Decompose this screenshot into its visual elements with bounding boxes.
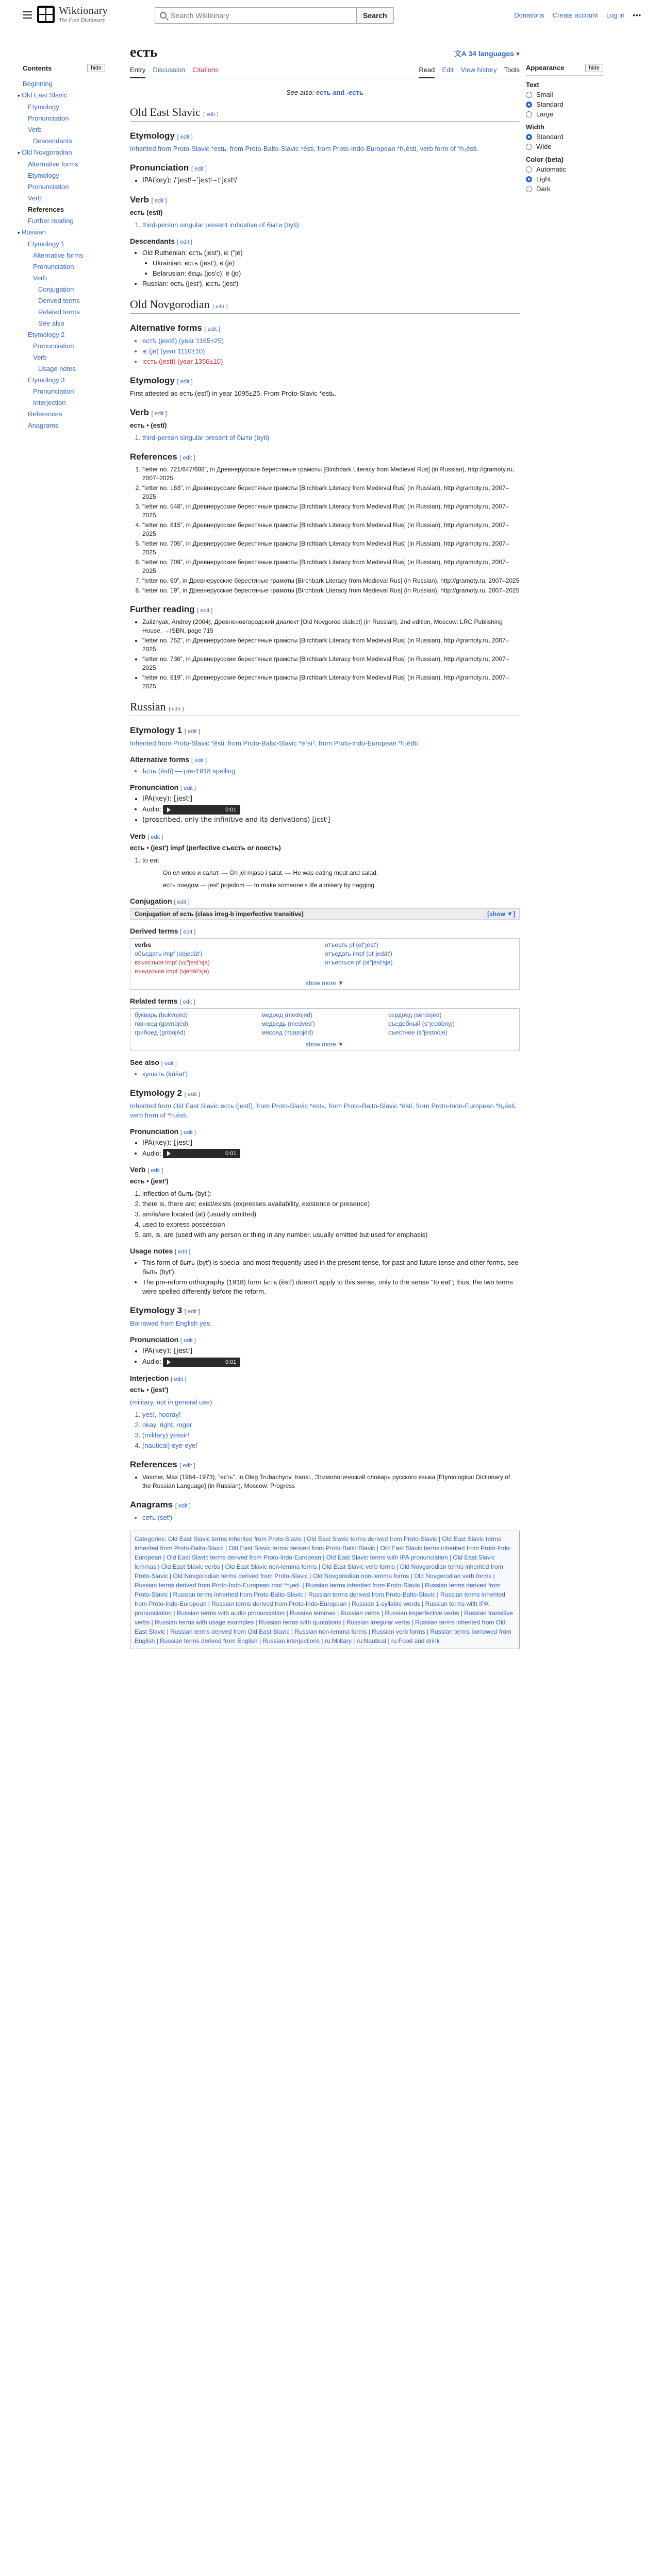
toc-hide-button[interactable]: hide bbox=[87, 64, 105, 72]
toc-item-active[interactable]: References bbox=[28, 206, 64, 213]
further-reading-item: • “letter no. 819”, in Древнерусские берестяные грамоты [Birchbark Literacy from Medieval Rus] (in Russian), http://gramoty.ru, 2007–2025 bbox=[142, 673, 520, 691]
audio-player[interactable]: 0:01 bbox=[163, 1358, 240, 1367]
color-label: Color (beta) bbox=[526, 156, 564, 163]
show-more-button[interactable]: show more ▼ bbox=[306, 1040, 344, 1048]
tab-entry[interactable]: Entry bbox=[130, 66, 145, 78]
search-icon bbox=[160, 12, 167, 19]
toc-item[interactable]: Pronunciation bbox=[33, 263, 74, 270]
text-size-label: Text bbox=[526, 81, 539, 89]
user-links bbox=[514, 11, 641, 19]
headword: есть • (jestʹ) impf (perfective съесть or поесть) bbox=[130, 843, 281, 852]
section-etymology: Etymology [ edit ] bbox=[130, 376, 193, 385]
section-old-novgorodian: Old Novgorodian [ edit ] bbox=[130, 298, 520, 314]
toc-item[interactable]: Interjection bbox=[33, 399, 66, 406]
toc-item[interactable]: ▾ Old East Slavic bbox=[18, 91, 68, 99]
main-content bbox=[130, 44, 520, 1649]
toc-item[interactable]: Verb bbox=[28, 126, 42, 133]
color-light-radio[interactable]: Light bbox=[526, 175, 603, 183]
reference-item: 1. “letter no. 721/647/688”, in Древнерусские берестяные грамоты [Birchbark Literacy from Medieval Rus] (in Russian), http://gramoty.ru, 2007–2025 bbox=[142, 465, 520, 483]
toc-item[interactable]: Verb bbox=[28, 194, 42, 202]
text-standard-radio[interactable]: Standard bbox=[526, 100, 603, 108]
usage-note: • This form of быть (bytʹ) is special and most frequently used in the present tense, for past and future tense and other forms, see быть (bytʹ). bbox=[142, 1258, 520, 1277]
alt-form: • ѥсть (jestĭ) (year 1350±10) bbox=[142, 357, 520, 366]
section-anagrams: Anagrams [ edit ] bbox=[130, 1499, 191, 1510]
reference-item: 4. “letter no. 815”, in Древнерусские берестяные грамоты [Birchbark Literacy from Medieval Rus] (in Russian), http://gramoty.ru, 2007–2025 bbox=[142, 521, 520, 538]
search-button[interactable]: Search bbox=[357, 7, 394, 24]
appearance-hide-button[interactable]: hide bbox=[585, 64, 603, 72]
section-alternative-forms: Alternative forms [ edit ] bbox=[130, 755, 207, 764]
section-see-also: See also [ edit ] bbox=[130, 1058, 177, 1066]
definition: 4. used to express possession bbox=[142, 1220, 520, 1229]
related-terms-box: букварь (bukvojéd) говноед (govnojéd) грибоед (gribojéd) медоед (medojéd) медведь (medvédʹ) мясоед (mjasojéd) сердоед (serdojéd) съедобный (sʺjedóbnyj) съестное (sʺjestnóje) show more ▼ bbox=[130, 1008, 520, 1051]
languages-button[interactable]: 文A 34 languages ▾ bbox=[454, 49, 520, 58]
search-input[interactable] bbox=[155, 7, 357, 24]
headword: есть (estĭ) bbox=[130, 209, 163, 216]
toc-item[interactable]: See also bbox=[38, 319, 64, 327]
section-related-terms: Related terms [ edit ] bbox=[130, 996, 195, 1005]
descendant: • Belarusian: ёсць (josʹc), ё (jo) bbox=[153, 269, 520, 278]
tab-history[interactable]: View history bbox=[460, 66, 497, 74]
toc-item[interactable]: Derived terms bbox=[38, 297, 80, 304]
audio-player[interactable]: 0:01 bbox=[163, 805, 240, 815]
text-small-radio[interactable]: Small bbox=[526, 91, 603, 98]
section-further-reading: Further reading [ edit ] bbox=[130, 604, 213, 614]
width-label: Width bbox=[526, 123, 544, 131]
reference-item: 2. “letter no. 163”, in Древнерусские берестяные грамоты [Birchbark Literacy from Medieval Rus] (in Russian), http://gramoty.ru, 2007–2025 bbox=[142, 484, 520, 501]
derived-terms-box: verbs объедать impf (objedátʹ) взъесться impf (vzʺjestʹsja) въедаться impf (vjedátʹsja) отъесть pf (otʺjéstʹ) отъедать impf (otʺjedátʹ) отъесться pf (otʺjéstʹsja) show more ▼ bbox=[130, 938, 520, 990]
toc-item[interactable]: Beginning bbox=[23, 80, 53, 88]
definition: 2. okay, right, roger bbox=[142, 1420, 520, 1430]
ipa-line: • IPA(key): [jestʲ] bbox=[142, 1347, 520, 1356]
toc-item[interactable]: Pronunciation bbox=[33, 342, 74, 350]
reference-item: • Vasmer, Max (1964–1973), “есть”, in Oleg Trubachyov, transl., Этимологический словарь русского языка [Etymological Dictionary of the Russian Language] (in Russian), Moscow: Progress bbox=[142, 1473, 520, 1490]
section-etymology-2: Etymology 2 [ edit ] bbox=[130, 1088, 200, 1098]
see-also-item[interactable]: • кушать (kúšatʹ) bbox=[142, 1070, 520, 1079]
pron-note: • (proscribed, only the infinitive and its derivations) [jɛstʲ] bbox=[142, 816, 520, 825]
section-russian: Russian [ edit ] bbox=[130, 700, 520, 716]
reference-item: 6. “letter no. 709”, in Древнерусские берестяные грамоты [Birchbark Literacy from Medieval Rus] (in Russian), http://gramoty.ru, 2007–2025 bbox=[142, 558, 520, 575]
definition: 4. (nautical) eye-eye! bbox=[142, 1441, 520, 1450]
toc-item[interactable]: Etymology bbox=[28, 172, 59, 179]
toc-item[interactable]: Alternative forms bbox=[33, 251, 84, 259]
definition: 3. (military) yessir! bbox=[142, 1431, 520, 1440]
play-icon bbox=[167, 1151, 171, 1156]
toc-item[interactable]: Anagrams bbox=[28, 421, 59, 429]
color-dark-radio[interactable]: Dark bbox=[526, 185, 603, 193]
main-menu-icon[interactable] bbox=[23, 11, 32, 19]
section-references: References [ edit ] bbox=[130, 452, 195, 462]
etymology-text: Inherited from Old East Slavic есть (jestĭ), from Proto-Slavic *estь, from Proto-Balto-Slavic *ésti, from Proto-Indo-European *h₁ésti, verb form of *h₁ésti. bbox=[130, 1101, 517, 1119]
toc-title: Contents bbox=[23, 64, 52, 72]
ipa-line: • IPA(key): /ˈjestʲ~ˈjestʲ~ɪˈjɛstʲ/ bbox=[142, 176, 520, 185]
categories-box[interactable]: Categories: Old East Slavic terms inherited from Proto-Slavic | Old East Slavic terms derived from Proto-Slavic | Old East Slavic terms inherited from Proto-Balto-Slavic | Old East Slavic terms derived from Proto-Balto-Slavic | Old East Slavic terms inherited from Proto-Indo-European | Old East Slavic terms derived from Proto-Indo-European | Old East Slavic terms with IPA pronunciation | Old East Slavic lemmas | Old East Slavic verbs | Old East Slavic non-lemma forms | Old East Slavic verb forms | Old Novgorodian terms inherited from Proto-Slavic | Old Novgorodian terms derived from Proto-Slavic | Old Novgorodian non-lemma forms | Old Novgorodian verb forms | Russian terms derived from Proto-Indo-European root *h₁ed- | Russian terms inherited from Proto-Slavic | Russian terms derived from Proto-Slavic | Russian terms inherited from Proto-Balto-Slavic | Russian terms derived from Proto-Balto-Slavic | Russian terms inherited from Proto-Indo-European | Russian terms derived from Proto-Indo-European | Russian 1-syllable words | Russian terms with IPA pronunciation | Russian terms with audio pronunciation | Russian lemmas | Russian verbs | Russian imperfective verbs | Russian transitive verbs | Russian terms with usage examples | Russian terms with quotations | Russian irregular verbs | Russian terms inherited from Old East Slavic | Russian terms derived from Old East Slavic | Russian non-lemma forms | Russian verb forms | Russian terms borrowed from English | Russian terms derived from English | Russian interjections | ru:Military | ru:Nautical | ru:Food and drink bbox=[130, 1531, 520, 1649]
toc-item[interactable]: Verb bbox=[33, 274, 47, 282]
further-reading-item: • “letter no. 752”, in Древнерусские берестяные грамоты [Birchbark Literacy from Medieval Rus] (in Russian), http://gramoty.ru, 2007–2025 bbox=[142, 636, 520, 654]
descendant: • Russian: есть (jestʹ), ѥсть (jestʹ) bbox=[142, 279, 520, 289]
tab-citations[interactable]: Citations bbox=[192, 66, 219, 74]
play-icon bbox=[167, 1360, 171, 1365]
audio-player[interactable]: 0:01 bbox=[163, 1149, 240, 1158]
descendant: • Old Ruthenian: єсть (jestʹ), ѥ (ʺje) bbox=[142, 248, 520, 258]
alt-form: • естѣ (jestě) (year 1165±25) bbox=[142, 336, 520, 346]
etymology-text: Borrowed from English yes. bbox=[130, 1319, 212, 1328]
definition: 1. to eat Он ел мясо и салат. — On jel mjaso i salat. — He was eating meat and salad. есть поедом — jestʹ pojedom — to make someone's life a misery by nagging bbox=[142, 856, 520, 890]
audio-line: • Audio: 0:01 bbox=[142, 1149, 520, 1159]
tab-edit[interactable]: Edit bbox=[442, 66, 454, 74]
usage-example: Он ел мясо и салат. — On jel mjaso i salat. — He was eating meat and salad. bbox=[163, 869, 378, 876]
toc-item[interactable]: Verb bbox=[33, 353, 47, 361]
toc-item[interactable]: Etymology 2 bbox=[28, 331, 65, 338]
toc-item[interactable]: ▾ Old Novgorodian bbox=[18, 148, 72, 156]
alt-form: • ѣсть (ěstĭ) — pre-1918 spelling bbox=[142, 767, 520, 776]
audio-line: • Audio: 0:01 bbox=[142, 805, 520, 815]
etymology-text: First attested as есть (estĭ) in year 1095±25. From Proto-Slavic *estь. bbox=[130, 389, 337, 397]
section-derived-terms: Derived terms [ edit ] bbox=[130, 926, 196, 935]
reference-item: 8. “letter no. 19”, in Древнерусские берестяные грамоты [Birchbark Literacy from Medieval Rus] (in Russian), http://gramoty.ru, 2007–2025 bbox=[142, 586, 520, 595]
toc-item[interactable]: Conjugation bbox=[38, 285, 74, 293]
toc-item[interactable]: Pronunciation bbox=[28, 114, 69, 122]
toc-item[interactable]: Descendants bbox=[33, 137, 72, 145]
page-title: есть bbox=[130, 44, 158, 60]
toc-item[interactable]: Pronunciation bbox=[33, 387, 74, 395]
section-pronunciation: Pronunciation [ edit ] bbox=[130, 163, 207, 173]
section-verb: Verb [ edit ] bbox=[130, 1165, 163, 1174]
search-placeholder: Search Wiktionary bbox=[171, 11, 229, 20]
section-old-east-slavic: Old East Slavic [ edit ] bbox=[130, 106, 520, 122]
usage-note: • The pre-reform orthography (1918) form ѣсть (ěstĭ) doesn't apply to this sense, only to the sense "to eat"; thus, the two terms were spelled differently before the reform. bbox=[142, 1278, 520, 1296]
site-logo[interactable] bbox=[37, 5, 108, 23]
logo-title: Wiktionary bbox=[59, 5, 108, 16]
donations-link[interactable]: Donations bbox=[514, 11, 544, 19]
etymology-text: Inherited from Proto-Slavic *estь, from Proto-Balto-Slavic *ésti, from Proto-Indo-European *h₁ésti, verb form of *h₁ésti. bbox=[130, 145, 478, 152]
conjugation-table-toggle[interactable]: Conjugation of есть (class irreg-b imperfective transitive) [show ▼] bbox=[130, 908, 520, 920]
definition: 5. am, is, are (used with any person or thing in any number, usually omitted but used for emphasis) bbox=[142, 1230, 520, 1240]
section-etymology: Etymology [ edit ] bbox=[130, 131, 193, 141]
section-interjection: Interjection [ edit ] bbox=[130, 1374, 187, 1382]
page-tabs bbox=[130, 66, 520, 78]
tab-discussion[interactable]: Discussion bbox=[153, 66, 186, 74]
toc-item[interactable]: Alternative forms bbox=[28, 160, 78, 168]
audio-line: • Audio: 0:01 bbox=[142, 1357, 520, 1367]
etymology-text: Inherited from Proto-Slavic *ěsti, from Proto-Balto-Slavic *ēˀsīˀ, from Proto-Indo-European *h₁édti. bbox=[130, 739, 420, 747]
tools-menu[interactable]: Tools bbox=[504, 66, 520, 74]
appearance-title: Appearance bbox=[526, 64, 565, 72]
reference-item: 3. “letter no. 548”, in Древнерусские берестяные грамоты [Birchbark Literacy from Medieval Rus] (in Russian), http://gramoty.ru, 2007–2025 bbox=[142, 502, 520, 520]
section-etymology-3: Etymology 3 [ edit ] bbox=[130, 1306, 200, 1316]
section-etymology-1: Etymology 1 [ edit ] bbox=[130, 725, 200, 735]
definition: 2. there is, there are; exist/exists (expresses availability, existence or presence) bbox=[142, 1199, 520, 1209]
toc-item[interactable]: Etymology 3 bbox=[28, 376, 65, 384]
toc-item[interactable]: Etymology 1 bbox=[28, 240, 65, 248]
log-in-link[interactable]: Log in bbox=[606, 11, 625, 19]
further-reading-item: • “letter no. 736”, in Древнерусские берестяные грамоты [Birchbark Literacy from Medieval Rus] (in Russian), http://gramoty.ru, 2007–2025 bbox=[142, 655, 520, 672]
section-descendants: Descendants [ edit ] bbox=[130, 237, 193, 245]
section-usage-notes: Usage notes [ edit ] bbox=[130, 1247, 191, 1256]
descendant: • Ukrainian: єсть (jestʹ), є (je) bbox=[153, 259, 520, 268]
headword: есть • (jestʹ) bbox=[130, 1177, 169, 1185]
section-conjugation: Conjugation [ edit ] bbox=[130, 896, 190, 905]
section-verb: Verb [ edit ] bbox=[130, 832, 163, 840]
toc-item[interactable]: Pronunciation bbox=[28, 183, 69, 191]
further-reading-item: • Zaliznyak, Andrey (2004), Древненовгородский диалект [Old Novgorod dialect] (in Russian), 2nd edition, Moscow: LRC Publishing House, →ISBN, page 715 bbox=[142, 618, 520, 635]
width-standard-radio[interactable]: Standard bbox=[526, 133, 603, 141]
create-account-link[interactable]: Create account bbox=[552, 11, 598, 19]
section-verb: Verb [ edit ] bbox=[130, 408, 167, 417]
more-options-icon[interactable]: ••• bbox=[633, 11, 641, 19]
text-large-radio[interactable]: Large bbox=[526, 110, 603, 118]
definition: 1. third-person singular present indicative of быти (byti) bbox=[142, 221, 520, 230]
ipa-line: • IPA(key): [jestʲ] bbox=[142, 1139, 520, 1148]
definition: 1. yes!, hooray! bbox=[142, 1410, 520, 1419]
toc-item[interactable]: Related terms bbox=[38, 308, 80, 316]
ipa-line: • IPA(key): [jestʲ] bbox=[142, 794, 520, 804]
interjection-note: (military, not in general use) bbox=[130, 1398, 212, 1406]
logo-subtitle: The Free Dictionary bbox=[59, 17, 106, 23]
headword: есть • (jestʹ) bbox=[130, 1385, 169, 1394]
toc-item[interactable]: ▾ Russian bbox=[18, 228, 46, 236]
toc-item[interactable]: Etymology bbox=[28, 103, 59, 111]
table-of-contents bbox=[18, 64, 105, 431]
width-wide-radio[interactable]: Wide bbox=[526, 143, 603, 150]
headword: есть • (estĭ) bbox=[130, 421, 167, 429]
definition: 3. am/is/are located (at) (usually omitted) bbox=[142, 1210, 520, 1219]
chevron-down-icon[interactable]: ▾ bbox=[18, 230, 20, 235]
play-icon bbox=[167, 807, 171, 812]
show-more-button[interactable]: show more ▼ bbox=[306, 979, 344, 987]
section-verb: Verb [ edit ] bbox=[130, 195, 167, 205]
toc-item[interactable]: References bbox=[28, 410, 62, 418]
chevron-down-icon[interactable]: ▾ bbox=[18, 150, 20, 156]
alt-form: • ѥ (je) (year 1110±10) bbox=[142, 347, 520, 356]
reference-item: 5. “letter no. 705”, in Древнерусские берестяные грамоты [Birchbark Literacy from Medieval Rus] (in Russian), http://gramoty.ru, 2007–2025 bbox=[142, 539, 520, 557]
reference-item: 7. “letter no. 60”, in Древнерусские берестяные грамоты [Birchbark Literacy from Medieval Rus] (in Russian), http://gramoty.ru, 2007–2025 bbox=[142, 577, 520, 585]
search-form bbox=[155, 7, 394, 24]
header bbox=[0, 0, 662, 33]
definition: 1. inflection of быть (bytʹ): bbox=[142, 1189, 520, 1198]
usage-example: есть поедом — jestʹ pojedom — to make someone's life a misery by nagging bbox=[163, 881, 375, 889]
wiktionary-logo-icon bbox=[37, 6, 55, 23]
section-alternative-forms: Alternative forms [ edit ] bbox=[130, 323, 220, 333]
section-pronunciation: Pronunciation [ edit ] bbox=[130, 1335, 196, 1344]
chevron-down-icon[interactable]: ▾ bbox=[18, 93, 20, 98]
section-pronunciation: Pronunciation [ edit ] bbox=[130, 783, 196, 791]
definition: 1. third-person singular present of быти (byti) bbox=[142, 433, 520, 443]
section-references: References [ edit ] bbox=[130, 1459, 195, 1469]
anagram[interactable]: • сеть (setʹ) bbox=[142, 1513, 520, 1522]
color-automatic-radio[interactable]: Automatic bbox=[526, 165, 603, 173]
tab-read[interactable]: Read bbox=[419, 66, 435, 78]
appearance-panel bbox=[526, 64, 603, 195]
toc-item[interactable]: Usage notes bbox=[38, 365, 76, 372]
section-pronunciation: Pronunciation [ edit ] bbox=[130, 1127, 196, 1136]
see-also-hatnote: See also: есть and -есть bbox=[286, 89, 363, 96]
toc-item[interactable]: Further reading bbox=[28, 217, 74, 225]
